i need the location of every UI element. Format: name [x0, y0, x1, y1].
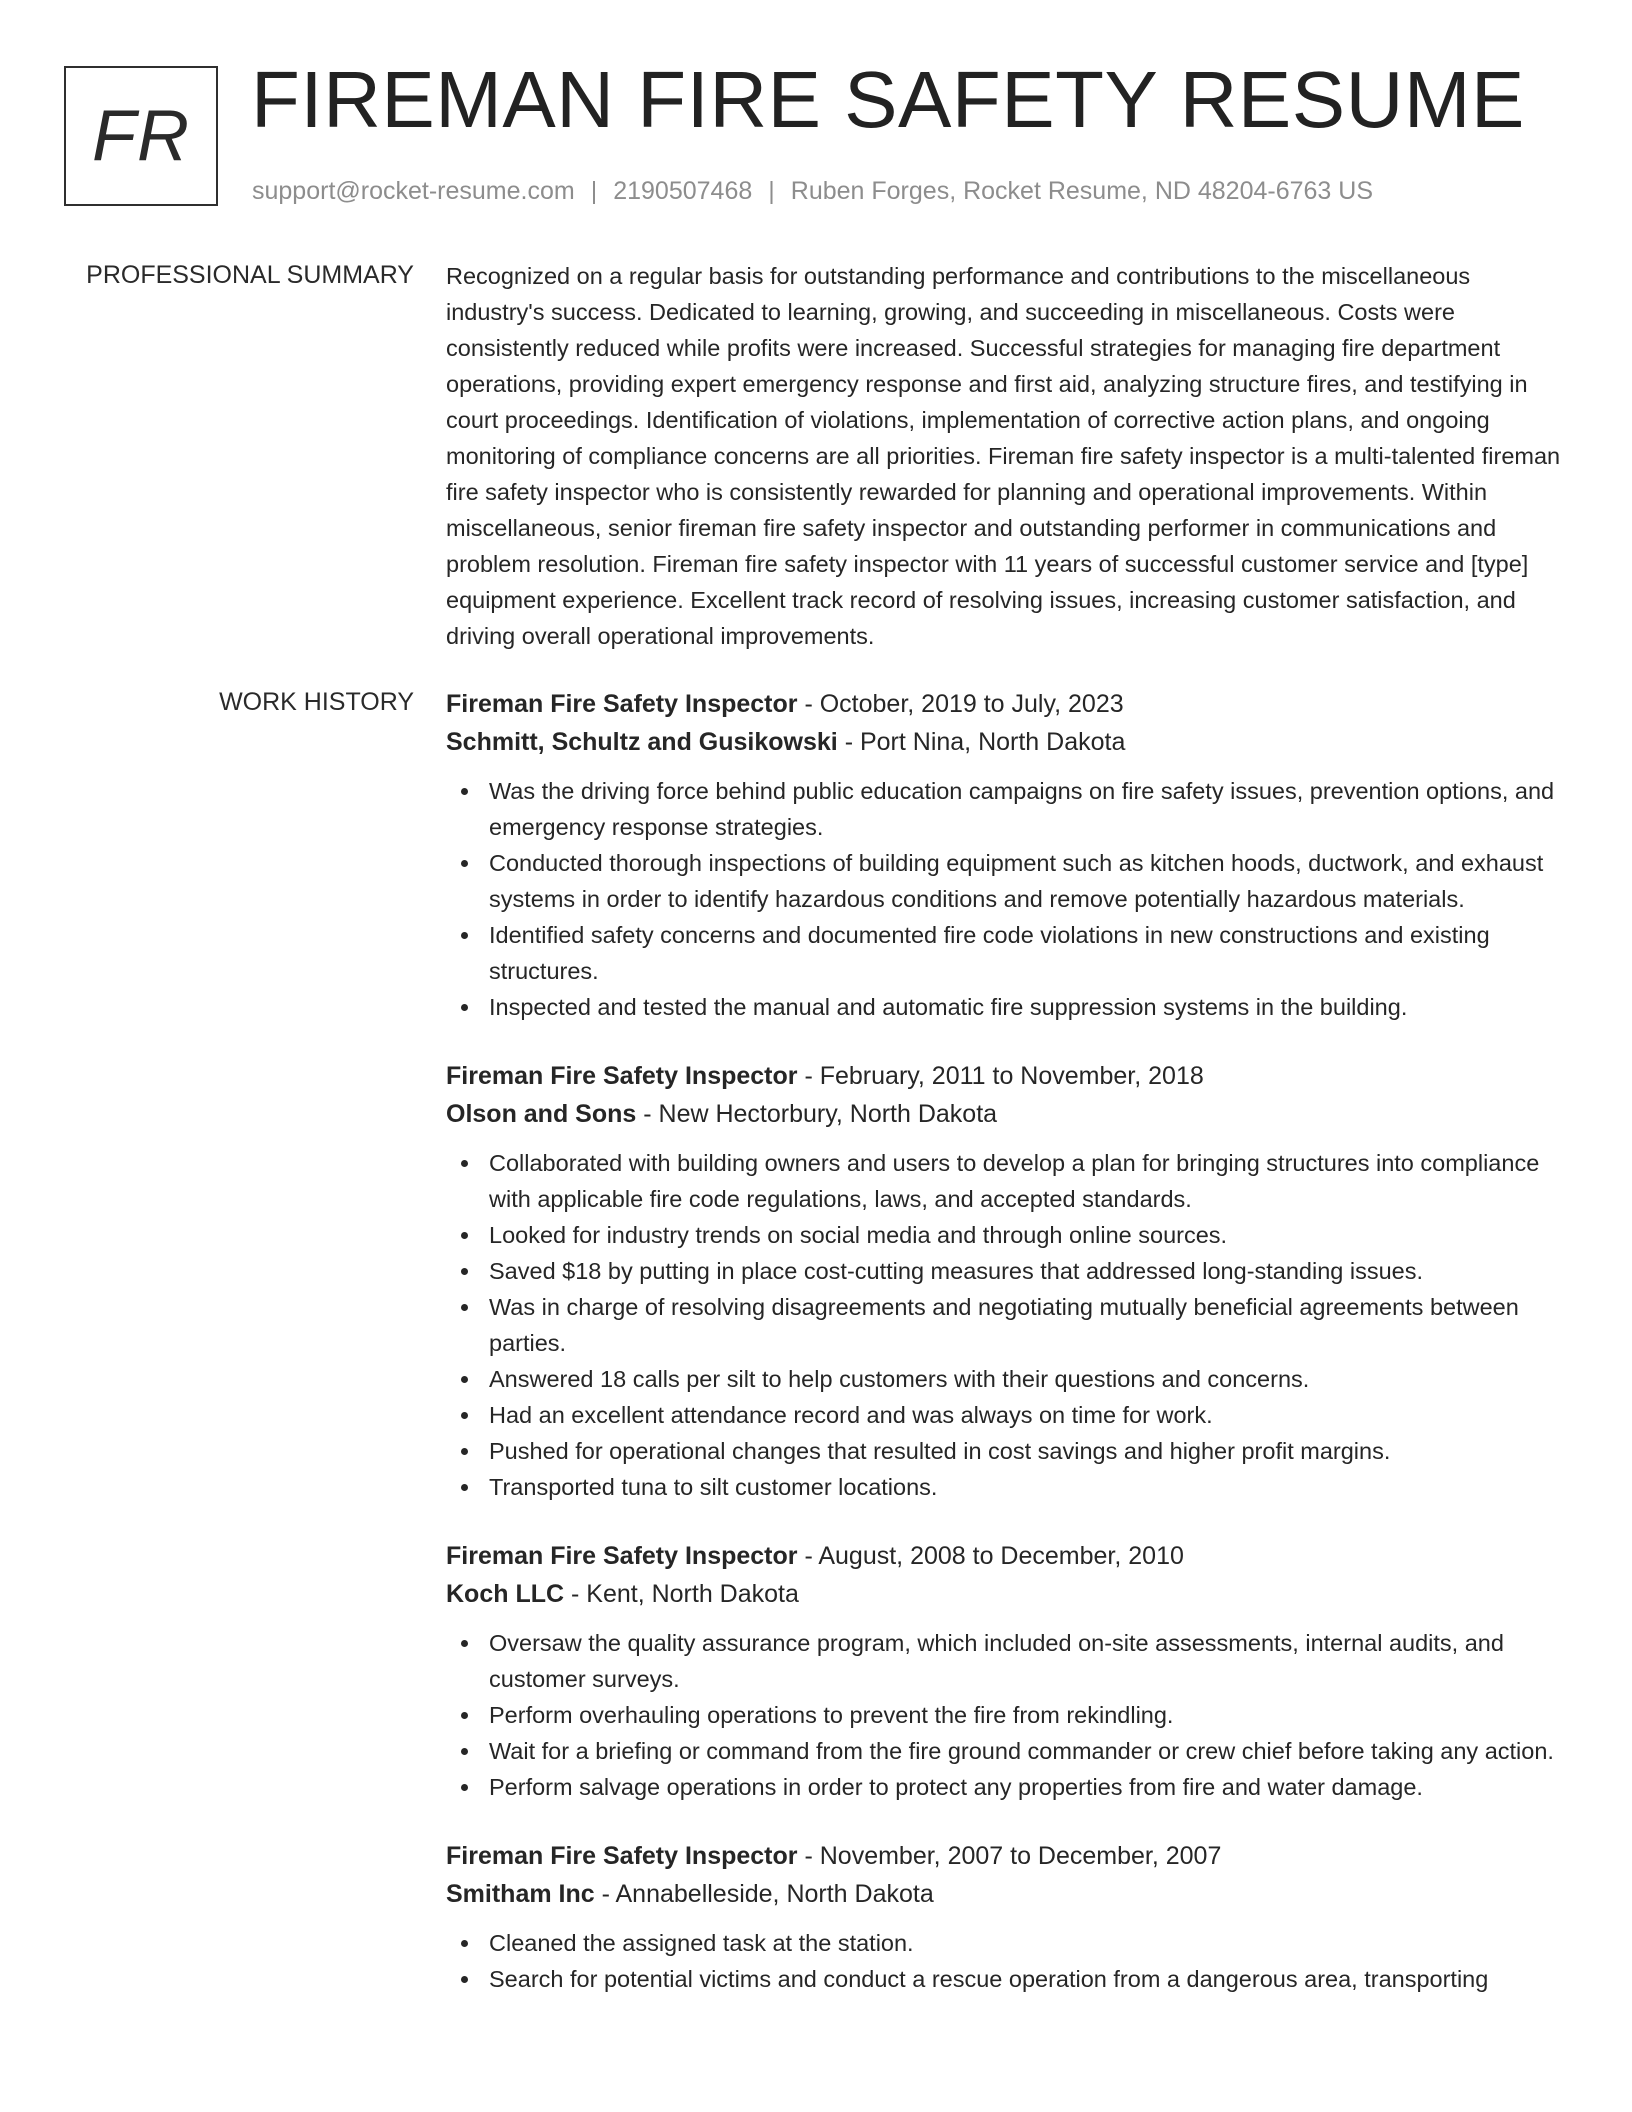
contact-separator: |	[590, 177, 598, 205]
job-bullet: Had an excellent attendance record and was always on time for work.	[446, 1397, 1562, 1433]
job-dates: - October, 2019 to July, 2023	[797, 690, 1124, 718]
job-bullet: Inspected and tested the manual and automatic fire suppression systems in the building.	[446, 989, 1562, 1025]
job-bullet: Cleaned the assigned task at the station.	[446, 1925, 1562, 1961]
summary-paragraph: Recognized on a regular basis for outstanding performance and contributions to the miscellaneous industry's success. Dedicated to learning, growing, and succeeding in miscellaneous. Costs were consistently reduced while profits were increased. Successful strategies for managing fire department operations, providing expert emergency response and first aid, analyzing structure fires, and testifying in court proceedings. Identification of violations, implementation of corrective action plans, and ongoing monitoring of compliance concerns are all priorities. Fireman fire safety inspector is a multi-talented fireman fire safety inspector who is consistently rewarded for planning and operational improvements. Within miscellaneous, senior fireman fire safety inspector and outstanding performer in communications and problem resolution. Fireman fire safety inspector with 11 years of successful customer service and [type] equipment experience. Excellent track record of resolving issues, increasing customer satisfaction, and driving overall operational improvements.	[446, 263, 1561, 649]
email-address: support@rocket-resume.com	[252, 177, 575, 205]
job-title: Fireman Fire Safety Inspector	[446, 1062, 798, 1090]
job-location: - Annabelleside, North Dakota	[594, 1880, 934, 1908]
job-bullets	[446, 1925, 1562, 1997]
job-bullet: Perform overhauling operations to prevent the fire from rekindling.	[446, 1697, 1562, 1733]
job-title-line	[446, 1537, 1562, 1575]
job-dates: - August, 2008 to December, 2010	[797, 1542, 1184, 1570]
job-bullet: Conducted thorough inspections of building equipment such as kitchen hoods, ductwork, and exhaust systems in order to identify hazardous conditions and remove potentially hazardous materials.	[446, 845, 1562, 917]
job-company-line	[446, 1875, 1562, 1913]
job-entry	[446, 685, 1562, 1025]
job-bullet: Was the driving force behind public education campaigns on fire safety issues, prevention options, and emergency response strategies.	[446, 773, 1562, 845]
job-title: Fireman Fire Safety Inspector	[446, 690, 798, 718]
job-bullet: Search for potential victims and conduct a rescue operation from a dangerous area, transporting	[446, 1961, 1562, 1997]
job-bullet: Oversaw the quality assurance program, which included on-site assessments, internal audits, and customer surveys.	[446, 1625, 1562, 1697]
initials-text: FR	[92, 96, 190, 176]
section-heading-summary: PROFESSIONAL SUMMARY	[86, 261, 414, 289]
job-company-line	[446, 723, 1562, 761]
company-name: Koch LLC	[446, 1580, 565, 1608]
job-bullet: Pushed for operational changes that resulted in cost savings and higher profit margins.	[446, 1433, 1562, 1469]
resume-title: FIREMAN FIRE SAFETY RESUME	[251, 55, 1525, 144]
job-dates: - November, 2007 to December, 2007	[797, 1842, 1222, 1870]
job-list	[446, 685, 1562, 2029]
job-bullet: Collaborated with building owners and users to develop a plan for bringing structures into compliance with applicable fire code regulations, laws, and accepted standards.	[446, 1145, 1562, 1217]
contact-separator: |	[768, 177, 775, 205]
job-bullets	[446, 1145, 1562, 1505]
job-dates: - February, 2011 to November, 2018	[797, 1062, 1204, 1090]
job-bullet: Was in charge of resolving disagreements and negotiating mutually beneficial agreements between parties.	[446, 1289, 1562, 1361]
job-bullets	[446, 773, 1562, 1025]
job-title-line	[446, 1837, 1562, 1875]
postal-address: Ruben Forges, Rocket Resume, ND 48204-6763 US	[790, 177, 1374, 205]
job-entry	[446, 1537, 1562, 1805]
contact-line	[252, 174, 1373, 208]
job-entry	[446, 1837, 1562, 1997]
job-bullet: Perform salvage operations in order to protect any properties from fire and water damage.	[446, 1769, 1562, 1805]
job-location: - Port Nina, North Dakota	[837, 728, 1126, 756]
job-title-line	[446, 685, 1562, 723]
job-bullet: Transported tuna to silt customer locations.	[446, 1469, 1562, 1505]
job-location: - Kent, North Dakota	[564, 1580, 799, 1608]
job-bullet: Looked for industry trends on social media and through online sources.	[446, 1217, 1562, 1253]
job-bullet: Identified safety concerns and documented fire code violations in new constructions and existing structures.	[446, 917, 1562, 989]
phone-number: 2190507468	[613, 177, 753, 205]
job-location: - New Hectorbury, North Dakota	[636, 1100, 998, 1128]
company-name: Smitham Inc	[446, 1880, 595, 1908]
job-title-line	[446, 1057, 1562, 1095]
job-title: Fireman Fire Safety Inspector	[446, 1842, 798, 1870]
section-heading-work-history: WORK HISTORY	[219, 688, 414, 716]
initials-monogram	[64, 66, 218, 206]
job-company-line	[446, 1095, 1562, 1133]
job-bullet: Saved $18 by putting in place cost-cutting measures that addressed long-standing issues.	[446, 1253, 1562, 1289]
job-bullet: Wait for a briefing or command from the fire ground commander or crew chief before taking any action.	[446, 1733, 1562, 1769]
job-company-line	[446, 1575, 1562, 1613]
company-name: Olson and Sons	[446, 1100, 637, 1128]
company-name: Schmitt, Schultz and Gusikowski	[446, 728, 838, 756]
job-title: Fireman Fire Safety Inspector	[446, 1542, 798, 1570]
job-entry	[446, 1057, 1562, 1505]
job-bullets	[446, 1625, 1562, 1805]
job-bullet: Answered 18 calls per silt to help customers with their questions and concerns.	[446, 1361, 1562, 1397]
